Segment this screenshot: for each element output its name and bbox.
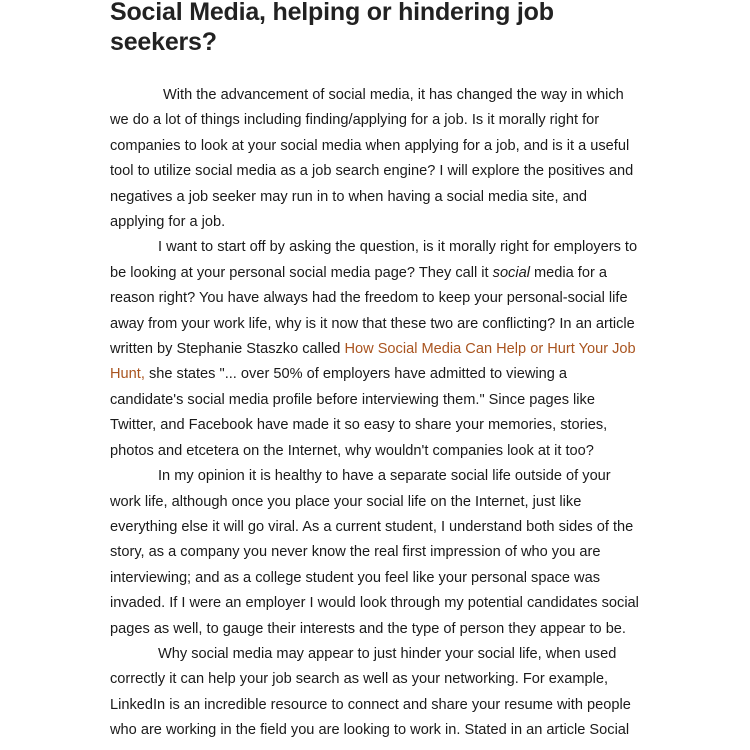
paragraph-text: media for a reason right? You have always had the freedom to keep your personal-social life away from your work life, why is it now that these two are conflicting? In an article written by Stephanie Staszko called — [110, 264, 635, 358]
article-link[interactable]: How Social Media Can Help or Hurt Your Job Hunt, — [110, 341, 636, 383]
paragraph-morality — [110, 235, 642, 464]
document-title: Social Media, helping or hindering job seekers? — [110, 0, 554, 56]
emphasis-social: social — [492, 264, 530, 281]
paragraph-text: I want to start off by asking the question, is it morally right for employers to be looking at your personal social media page? They call it — [110, 239, 638, 281]
paragraph-benefits: Why social media may appear to just hinder your social life, when used correctly it can help your job search as well as your networking. For example, LinkedIn is an incredible resource to connect and share your resume with people who are working in the field you are looking to work in. Stated in an article Social — [110, 645, 631, 739]
document-body — [110, 83, 642, 744]
paragraph-text: she states "... over 50% of employers have admitted to viewing a candidate's social media profile before interviewing them." Since pages like Twitter, and Facebook have made it so easy to share your memories, stories, photos and etcetera on the Internet, why wouldn't companies look at it too? — [110, 366, 608, 459]
paragraph-opinion: In my opinion it is healthy to have a separate social life outside of your work life, although once you place your social life on the Internet, just like everything else it will go viral. As a current student, I understand both sides of the story, as a company you never know the real first impression of who you are interviewing; and as a college student you feel like your personal space was invaded. If I were an employer I would look through my potential candidates social pages as well, to gauge their interests and the type of person they appear to be. — [110, 468, 639, 637]
paragraph-intro: With the advancement of social media, it has changed the way in which we do a lot of things including finding/applying for a job. Is it morally right for companies to look at your social media when applying for a job, and is it a useful tool to utilize social media as a job search engine? I will explore the positives and negatives a job seeker may run in to when having a social media site, and applying for a job. — [110, 87, 634, 231]
